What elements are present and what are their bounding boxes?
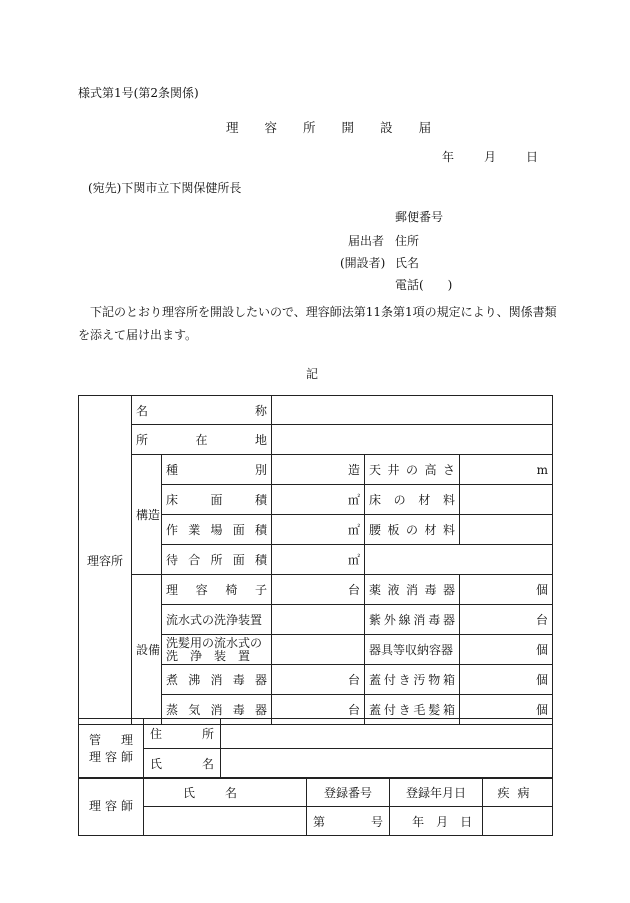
work-area-label: 作業場面積 [162,515,272,545]
kind-unit[interactable]: 造 [272,455,365,485]
body-text-line1: 下記のとおり理容所を開設したいので、理容師法第11条第1項の規定により、関係書類 [90,305,557,319]
storage-unit[interactable]: 個 [460,635,553,665]
kind-label: 種別 [162,455,272,485]
barber-name-header: 氏名 [144,778,307,807]
name-row-label: 名称 [132,396,272,425]
waiting-area-label: 待合所面積 [162,545,272,575]
manager-table [78,718,553,779]
chair-unit[interactable]: 台 [272,575,365,605]
barber-name-value[interactable] [144,807,307,836]
reg-date-header: 登録年月日 [390,778,483,807]
illness-value[interactable] [483,807,553,836]
ceiling-unit[interactable]: m [460,455,553,485]
illness-header: 疾病 [483,778,553,807]
chem-disinfector-label: 薬液消毒器 [365,575,460,605]
floor-material-label: 床の材料 [365,485,460,515]
body-text-line2: を添えて届け出ます。 [78,328,198,342]
reg-no-value[interactable]: 第 号 [307,807,390,836]
name-value[interactable] [272,396,553,425]
wainscot-label: 腰板の材料 [365,515,460,545]
manager-name-value[interactable] [221,749,553,779]
chem-disinfector-unit[interactable]: 個 [460,575,553,605]
manager-address-label: 住所 [144,719,221,749]
structure-label: 構造 [132,455,162,575]
hair-box-unit[interactable]: 個 [460,695,553,725]
uv-disinfector-unit[interactable]: 台 [460,605,553,635]
founder-label: (開設者) [340,256,386,270]
steam-disinfector-unit[interactable]: 台 [272,695,365,725]
waste-box-unit[interactable]: 個 [460,665,553,695]
postal-label: 郵便番号 [395,210,444,224]
washer-label: 流水式の洗浄装置 [162,605,272,635]
equipment-label: 設備 [132,575,162,725]
floor-area-label: 床面積 [162,485,272,515]
work-area-unit[interactable]: ㎡ [272,515,365,545]
notifier-label: 届出者 [348,234,385,248]
address-label: 住所 [395,234,420,248]
addressee: (宛先)下関市立下関保健所長 [88,181,242,195]
ki-label: 記 [306,367,319,381]
boil-disinfector-unit[interactable]: 台 [272,665,365,695]
establishment-table [78,395,553,725]
date-line: 年 月 日 [442,150,539,164]
reg-date-value[interactable]: 年 月 日 [390,807,483,836]
uv-disinfector-label: 紫外線消毒器 [365,605,460,635]
washer-value[interactable] [272,605,365,635]
storage-label: 器具等収納容器 [365,635,460,665]
boil-disinfector-label: 煮沸消毒器 [162,665,272,695]
chair-label: 理容椅子 [162,575,272,605]
manager-address-value[interactable] [221,719,553,749]
location-row-label: 所在地 [132,425,272,455]
barber-label: 理容師 [79,778,144,836]
document-title: 理 容 所 開 設 届 [226,120,432,135]
hair-washer-value[interactable] [272,635,365,665]
waiting-area-unit[interactable]: ㎡ [272,545,365,575]
waste-box-label: 蓋付き汚物箱 [365,665,460,695]
steam-disinfector-label: 蒸気消毒器 [162,695,272,725]
wainscot-value[interactable] [460,515,553,545]
floor-area-unit[interactable]: ㎡ [272,485,365,515]
phone-label: 電話( ) [395,278,453,292]
form-number: 様式第1号(第2条関係) [78,86,199,100]
empty-cell [365,545,553,575]
hair-box-label: 蓋付き毛髪箱 [365,695,460,725]
floor-material-value[interactable] [460,485,553,515]
location-value[interactable] [272,425,553,455]
manager-name-label: 氏名 [144,749,221,779]
manager-label: 管理 理容師 [79,719,144,779]
hair-washer-label: 洗髪用の流水式の 洗 浄 装 置 [162,635,272,665]
reg-no-header: 登録番号 [307,778,390,807]
barber-table [78,777,553,836]
name-label: 氏名 [395,256,420,270]
section-label: 理容所 [79,396,132,725]
ceiling-label: 天井の高さ [365,455,460,485]
